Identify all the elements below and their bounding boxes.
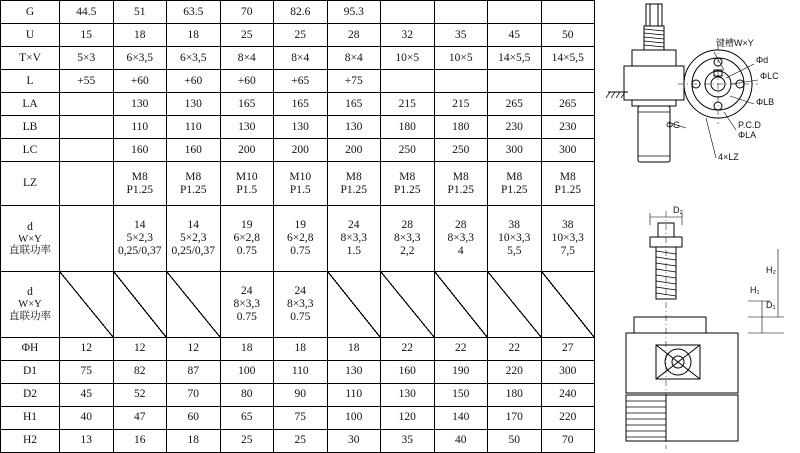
row-label: H1 <box>1 406 60 429</box>
table-cell: 16 <box>113 429 167 452</box>
table-cell: 25 <box>274 24 328 47</box>
table-cell <box>488 70 542 93</box>
row-label: U <box>1 24 60 47</box>
table-cell: 87 <box>167 360 221 383</box>
table-cell: +55 <box>60 70 114 93</box>
table-cell: 265 <box>541 93 595 116</box>
table-cell: 230 <box>488 116 542 139</box>
table-cell: 8×4 <box>274 47 328 70</box>
table-cell: 200 <box>220 139 274 162</box>
top-view-label: 4×LZ <box>718 152 739 162</box>
table-cell: 150 <box>434 383 488 406</box>
front-view-label: D₂ <box>673 205 683 215</box>
table-cell: 25 <box>274 429 328 452</box>
table-cell: 18 <box>327 337 381 360</box>
table-cell: 8×4 <box>327 47 381 70</box>
table-cell: 8×4 <box>220 47 274 70</box>
table-cell: 165 <box>274 93 328 116</box>
table-cell: 19 6×2,8 0.75 <box>274 206 328 272</box>
table-cell <box>167 272 221 338</box>
table-cell: 45 <box>488 24 542 47</box>
table-cell: 215 <box>381 93 435 116</box>
table-cell: 130 <box>274 116 328 139</box>
table-cell: M10 P1.5 <box>220 162 274 206</box>
table-cell: 165 <box>327 93 381 116</box>
table-cell: 265 <box>488 93 542 116</box>
row-label: T×V <box>1 47 60 70</box>
table-cell: 130 <box>327 360 381 383</box>
row-label: D1 <box>1 360 60 383</box>
table-cell: 160 <box>381 360 435 383</box>
table-cell: M8 P1.25 <box>488 162 542 206</box>
table-cell <box>113 272 167 338</box>
table-cell: 120 <box>381 406 435 429</box>
front-view-label: H₁ <box>750 285 760 295</box>
table-cell: 28 8×3,3 4 <box>434 206 488 272</box>
table-cell: +65 <box>274 70 328 93</box>
table-cell: 215 <box>434 93 488 116</box>
table-cell <box>488 1 542 24</box>
top-view-label: ΦLC <box>760 71 779 81</box>
table-cell: 40 <box>434 429 488 452</box>
table-cell: 60 <box>167 406 221 429</box>
row-label: d W×Y 直联功率 <box>1 272 60 338</box>
table-cell: 220 <box>488 360 542 383</box>
table-cell: 240 <box>541 383 595 406</box>
table-cell: 6×3,5 <box>113 47 167 70</box>
table-cell: 35 <box>381 429 435 452</box>
top-view-label: P.C.D <box>738 120 761 130</box>
table-cell: M8 P1.25 <box>113 162 167 206</box>
table-cell: 38 10×3,3 5,5 <box>488 206 542 272</box>
table-row <box>1 360 595 383</box>
table-cell <box>541 1 595 24</box>
table-cell: 180 <box>488 383 542 406</box>
table-row <box>1 24 595 47</box>
row-label: LZ <box>1 162 60 206</box>
table-cell: 24 8×3,3 0.75 <box>274 272 328 338</box>
table-cell: 130 <box>167 93 221 116</box>
table-cell <box>434 272 488 338</box>
table-cell: 65 <box>220 406 274 429</box>
table-cell: 40 <box>60 406 114 429</box>
table-cell: 12 <box>60 337 114 360</box>
table-cell: 300 <box>488 139 542 162</box>
table-row <box>1 1 595 24</box>
table-cell: 165 <box>220 93 274 116</box>
table-cell <box>60 116 114 139</box>
table-cell: 15 <box>60 24 114 47</box>
table-cell: 75 <box>274 406 328 429</box>
table-cell: 14×5,5 <box>488 47 542 70</box>
table-cell: 18 <box>167 24 221 47</box>
table-cell: 100 <box>327 406 381 429</box>
table-cell: 80 <box>220 383 274 406</box>
table-cell: 38 10×3,3 7,5 <box>541 206 595 272</box>
table-cell: 190 <box>434 360 488 383</box>
table-row <box>1 162 595 206</box>
gearbox-front-view-drawing <box>598 205 800 453</box>
table-cell <box>381 70 435 93</box>
gearbox-top-view-drawing <box>598 0 800 200</box>
table-cell: 10×5 <box>434 47 488 70</box>
table-cell: 110 <box>167 116 221 139</box>
table-cell: 10×5 <box>381 47 435 70</box>
table-cell: 27 <box>541 337 595 360</box>
row-label: H2 <box>1 429 60 452</box>
table-cell: 300 <box>541 139 595 162</box>
row-label: G <box>1 1 60 24</box>
table-row <box>1 70 595 93</box>
table-cell <box>488 272 542 338</box>
row-label: LC <box>1 139 60 162</box>
table-cell: 82 <box>113 360 167 383</box>
table-cell: 50 <box>541 24 595 47</box>
table-cell: 47 <box>113 406 167 429</box>
table-cell: 50 <box>488 429 542 452</box>
table-cell: 300 <box>541 360 595 383</box>
table-cell: M10 P1.5 <box>274 162 328 206</box>
table-cell: 30 <box>327 429 381 452</box>
table-cell: 140 <box>434 406 488 429</box>
top-view-label: ΦLB <box>756 97 775 107</box>
table-cell: +60 <box>220 70 274 93</box>
table-cell: 90 <box>274 383 328 406</box>
table-cell: 70 <box>220 1 274 24</box>
table-cell <box>60 206 114 272</box>
table-cell: 130 <box>113 93 167 116</box>
table-cell: 52 <box>113 383 167 406</box>
row-label: ΦH <box>1 337 60 360</box>
table-cell <box>327 272 381 338</box>
table-cell: 230 <box>541 116 595 139</box>
table-cell: 250 <box>434 139 488 162</box>
table-row <box>1 337 595 360</box>
table-cell: 5×3 <box>60 47 114 70</box>
table-cell: 14 5×2,3 0,25/0,37 <box>167 206 221 272</box>
table-cell <box>541 272 595 338</box>
table-cell: 18 <box>167 429 221 452</box>
table-cell: 14 5×2,3 0,25/0,37 <box>113 206 167 272</box>
table-cell: 200 <box>327 139 381 162</box>
table-cell <box>60 272 114 338</box>
table-cell: 18 <box>274 337 328 360</box>
table-cell: 70 <box>541 429 595 452</box>
row-label: D2 <box>1 383 60 406</box>
table-cell: 22 <box>488 337 542 360</box>
table-cell: 180 <box>434 116 488 139</box>
table-cell: 13 <box>60 429 114 452</box>
table-cell: 35 <box>434 24 488 47</box>
table-cell <box>60 93 114 116</box>
table-cell: 70 <box>167 383 221 406</box>
technical-drawings <box>598 0 800 453</box>
table-cell: 200 <box>274 139 328 162</box>
table-cell: 25 <box>220 24 274 47</box>
table-row <box>1 272 595 338</box>
table-cell: 12 <box>113 337 167 360</box>
top-view-label: Φd <box>756 55 769 65</box>
table-row <box>1 47 595 70</box>
table-row <box>1 429 595 452</box>
table-body <box>1 1 595 453</box>
row-label: L <box>1 70 60 93</box>
top-view-label: ΦLA <box>738 130 757 140</box>
table-cell <box>434 1 488 24</box>
table-cell: 110 <box>113 116 167 139</box>
table-cell: 82.6 <box>274 1 328 24</box>
table-cell: 18 <box>220 337 274 360</box>
table-cell: 110 <box>274 360 328 383</box>
table-cell: 6×3,5 <box>167 47 221 70</box>
row-label: LA <box>1 93 60 116</box>
table-cell: 160 <box>167 139 221 162</box>
table-row <box>1 406 595 429</box>
table-cell: 180 <box>381 116 435 139</box>
table-cell: 75 <box>60 360 114 383</box>
table-cell: 24 8×3,3 1.5 <box>327 206 381 272</box>
table-cell: 95.3 <box>327 1 381 24</box>
front-view-label: D₁ <box>766 300 776 310</box>
table-row <box>1 116 595 139</box>
table-cell: 220 <box>541 406 595 429</box>
table-cell: +75 <box>327 70 381 93</box>
table-row <box>1 139 595 162</box>
table-cell: 51 <box>113 1 167 24</box>
table-cell: M8 P1.25 <box>327 162 381 206</box>
row-label: d W×Y 直联功率 <box>1 206 60 272</box>
table-cell: 44.5 <box>60 1 114 24</box>
table-cell: M8 P1.25 <box>381 162 435 206</box>
table-cell: 22 <box>434 337 488 360</box>
top-view-label: ΦG <box>666 120 681 130</box>
table-cell: 63.5 <box>167 1 221 24</box>
table-cell <box>60 139 114 162</box>
table-row <box>1 206 595 272</box>
table-cell: 100 <box>220 360 274 383</box>
row-label: LB <box>1 116 60 139</box>
table-cell <box>434 70 488 93</box>
table-cell: 25 <box>220 429 274 452</box>
table-row <box>1 93 595 116</box>
table-cell: 28 <box>327 24 381 47</box>
table-cell: M8 P1.25 <box>541 162 595 206</box>
table-cell: 110 <box>327 383 381 406</box>
table-cell <box>60 162 114 206</box>
table-cell: 32 <box>381 24 435 47</box>
table-cell: 22 <box>381 337 435 360</box>
table-cell: +60 <box>167 70 221 93</box>
table-row <box>1 383 595 406</box>
table-cell: 18 <box>113 24 167 47</box>
table-cell: M8 P1.25 <box>434 162 488 206</box>
table-cell: 14×5,5 <box>541 47 595 70</box>
front-view-label: H₂ <box>766 265 776 275</box>
table-cell: +60 <box>113 70 167 93</box>
table-cell <box>381 272 435 338</box>
table-cell: 170 <box>488 406 542 429</box>
table-cell <box>381 1 435 24</box>
table-cell: 130 <box>327 116 381 139</box>
table-cell <box>541 70 595 93</box>
table-cell: M8 P1.25 <box>167 162 221 206</box>
table-cell: 28 8×3,3 2,2 <box>381 206 435 272</box>
table-cell: 45 <box>60 383 114 406</box>
table-cell: 12 <box>167 337 221 360</box>
table-cell: 24 8×3,3 0.75 <box>220 272 274 338</box>
table-cell: 19 6×2,8 0.75 <box>220 206 274 272</box>
top-view-label: 键槽W×Y <box>716 38 754 48</box>
table-cell: 130 <box>381 383 435 406</box>
table-cell: 130 <box>220 116 274 139</box>
table-cell: 250 <box>381 139 435 162</box>
table-cell: 160 <box>113 139 167 162</box>
